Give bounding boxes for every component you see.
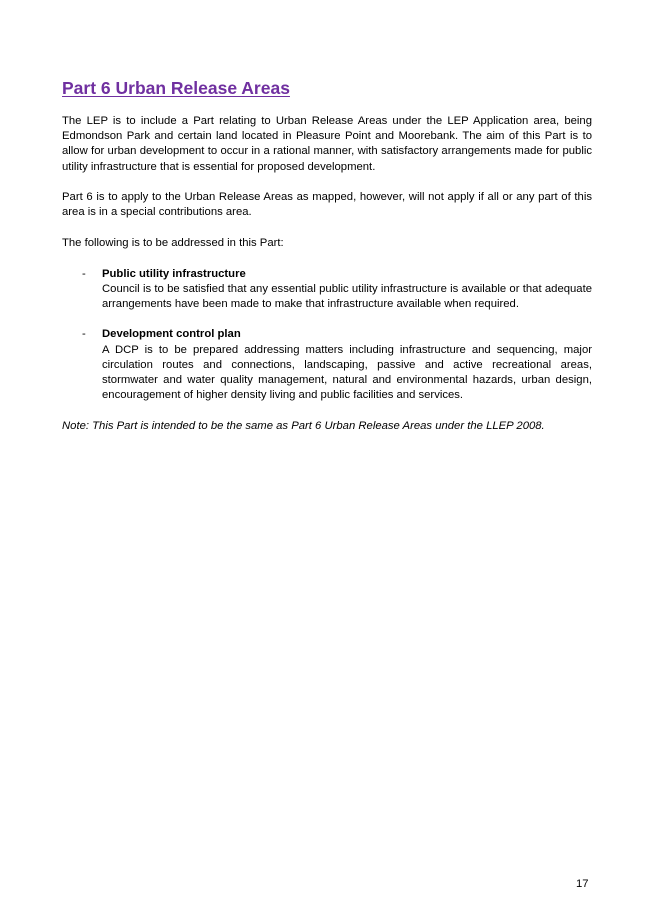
list-item-text: A DCP is to be prepared addressing matters including infrastructure and sequencing, major circulation routes and connections, landscaping, passive and active recreational areas, stormwater and water quality management, natural and environmental hazards, urban design, encouragement of higher density living and public facilities and services.	[102, 343, 592, 402]
list-item	[62, 267, 592, 313]
list-bullet: -	[82, 328, 86, 341]
application-paragraph: Part 6 is to apply to the Urban Release Areas as mapped, however, will not apply if all or any part of this area is in a special contributions area.	[62, 191, 592, 219]
list-item-title: Development control plan	[102, 328, 241, 341]
list-item-text: Council is to be satisfied that any essential public utility infrastructure is available or that adequate arrangements have been made to make that infrastructure available when required.	[102, 282, 592, 310]
note-text: Note: This Part is intended to be the same as Part 6 Urban Release Areas under the LLEP 2008.	[62, 419, 545, 432]
list-bullet: -	[82, 267, 86, 280]
intro-paragraph: The LEP is to include a Part relating to Urban Release Areas under the LEP Application area, being Edmondson Park and certain land located in Pleasure Point and Moorebank. The aim of this Part is to allow for urban development to occur in a rational manner, with satisfactory arrangements made for public utility infrastructure that is essential for proposed development.	[62, 115, 592, 173]
list-intro-paragraph: The following is to be addressed in this Part:	[62, 237, 284, 249]
document-body	[62, 114, 592, 434]
list-item-title: Public utility infrastructure	[102, 267, 246, 280]
page-number: 17	[576, 878, 589, 890]
requirements-list	[62, 267, 592, 404]
section-heading: Part 6 Urban Release Areas	[62, 78, 290, 98]
list-item	[62, 327, 592, 403]
